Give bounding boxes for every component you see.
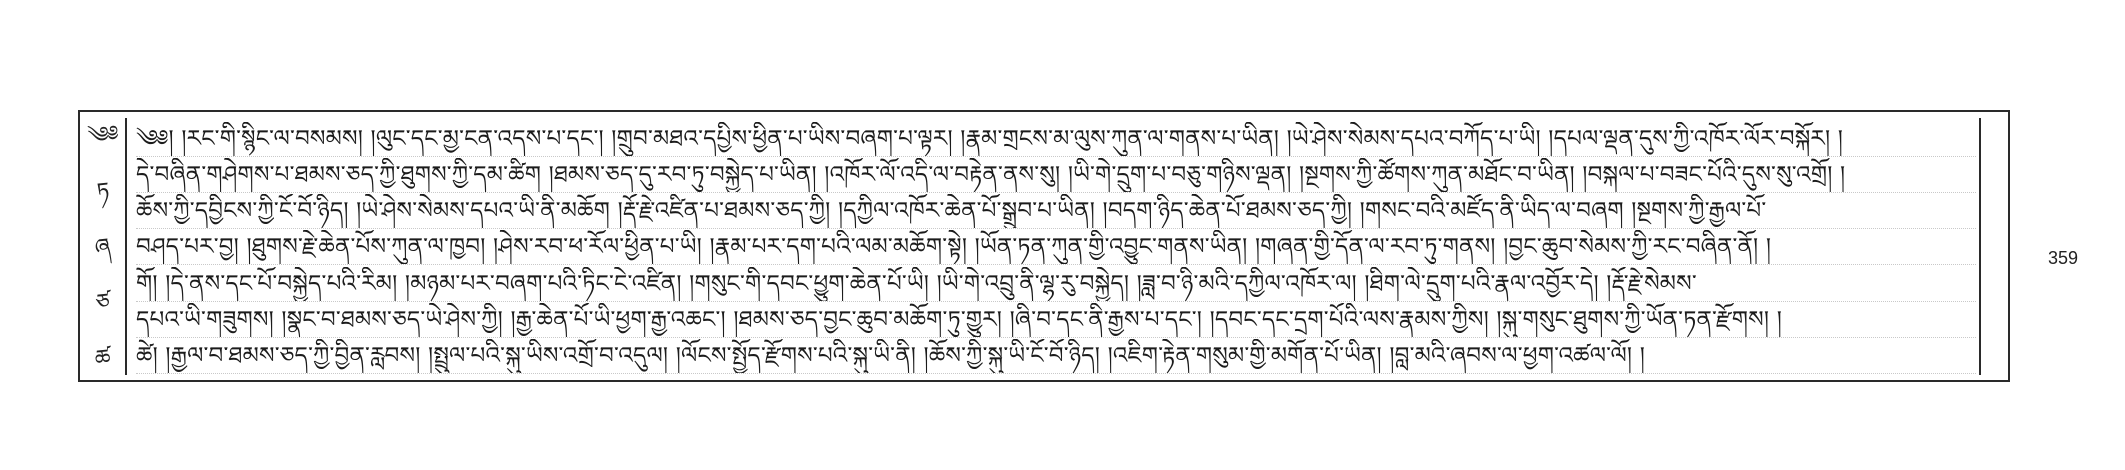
text-line: ༄༅། །རང་གི་སྙིང་ལ་བསམས། །ལུང་དང་མྱ་ངན་འདས་པ་དང་། །གྲུབ་མཐའ་དཔྱིས་ཕྱིན་པ་ཡིས་བཞག་པ་ལྟར། །རྣམ་གྲངས་མ་ལུས་ཀུན་ལ་གནས་པ་ཡིན། །ཡེ་ཤེས་སེམས་དཔའ་བཀོད་པ་ཡི། །དཔལ་ལྡན་དུས་ཀྱི་འཁོར་ལོར་བསྐོར། ། (136, 122, 1976, 157)
text-line: བཤད་པར་བྱ། །ཐུགས་རྗེ་ཆེན་པོས་ཀུན་ལ་ཁྱབ། །ཤེས་རབ་ཕ་རོལ་ཕྱིན་པ་ཡི། །རྣམ་པར་དག་པའི་ལམ་མཆོག་སྟེ། །ཡོན་ཏན་ཀུན་གྱི་འབྱུང་གནས་ཡིན། །གཞན་གྱི་དོན་ལ་རབ་ཏུ་གནས། །བྱང་ཆུབ་སེམས་ཀྱི་རང་བཞིན་ནོ། ། (136, 230, 1976, 265)
page-number: 359 (2048, 248, 2079, 268)
text-line: ཚེ། །རྒྱལ་བ་ཐམས་ཅད་ཀྱི་བྱིན་རླབས། །སྤྲུལ་པའི་སྐུ་ཡིས་འགྲོ་བ་འདུལ། །ལོངས་སྤྱོད་རྫོགས་པའི་སྐུ་ཡི་ནི། །ཆོས་ཀྱི་སྐུ་ཡི་ངོ་བོ་ཉིད། །འཇིག་རྟེན་གསུམ་གྱི་མགོན་པོ་ཡིན། །བླ་མའི་ཞབས་ལ་ཕྱག་འཚལ་ལོ། ། (136, 339, 1976, 374)
text-line: དཔའ་ཡི་གཟུགས། །སྣང་བ་ཐམས་ཅད་ཡེ་ཤེས་ཀྱི། །རྒྱ་ཆེན་པོ་ཡི་ཕྱག་རྒྱ་འཆང་། །ཐམས་ཅད་བྱང་ཆུབ་མཆོག་ཏུ་གྱུར། །ཞི་བ་དང་ནི་རྒྱས་པ་དང་། །དབང་དང་དྲག་པོའི་ལས་རྣམས་ཀྱིས། །སྐུ་གསུང་ཐུགས་ཀྱི་ཡོན་ཏན་རྫོགས། ། (136, 303, 1976, 338)
margin-glyph: ཏ (95, 178, 111, 205)
margin-glyph: ཚ (93, 345, 113, 372)
text-line: ཆོས་ཀྱི་དབྱིངས་ཀྱི་ངོ་བོ་ཉིད། །ཡེ་ཤེས་སེམས་དཔའ་ཡི་ནི་མཆོག །རྡོ་རྗེ་འཛིན་པ་ཐམས་ཅད་ཀྱི། །དཀྱིལ་འཁོར་ཆེན་པོ་སྒྲུབ་པ་ཡིན། །བདག་ཉིད་ཆེན་པོ་ཐམས་ཅད་ཀྱི། །གསང་བའི་མཛོད་ནི་ཡིད་ལ་བཞག །སྔགས་ཀྱི་རྒྱལ་པོ་ (136, 194, 1976, 229)
margin-glyph: ཙ (94, 289, 112, 316)
folio-margin-label (84, 121, 122, 372)
margin-glyph: ཞ (93, 233, 112, 261)
text-line: གོ། །དེ་ནས་དང་པོ་བསྐྱེད་པའི་རིམ། །མཉམ་པར་བཞག་པའི་ཏིང་ངེ་འཛིན། །གསུང་གི་དབང་ཕྱུག་ཆེན་པོ་ཡི། །ཡི་གེ་འབྲུ་ནི་ལྷ་རུ་བསྐྱེད། །ཟླ་བ་ཉི་མའི་དཀྱིལ་འཁོར་ལ། །ཐིག་ལེ་དྲུག་པའི་རྣལ་འབྱོར་དེ། །རྡོ་རྗེ་སེམས་ (136, 267, 1976, 302)
text-line: དེ་བཞིན་གཤེགས་པ་ཐམས་ཅད་ཀྱི་ཐུགས་ཀྱི་དམ་ཚིག །ཐམས་ཅད་དུ་རབ་ཏུ་བསྐྱེད་པ་ཡིན། །འཁོར་ལོ་འདི་ལ་བརྟེན་ནས་སུ། །ཡི་གེ་དྲུག་པ་བཅུ་གཉིས་ལྡན། །སྔགས་ཀྱི་ཚོགས་ཀུན་མཐོང་བ་ཡིན། །བསྐལ་པ་བཟང་པོའི་དུས་སུ་འགྲོ། ། (136, 158, 1976, 193)
tibetan-text-block (136, 122, 1976, 374)
margin-glyph: ༄༅ (86, 121, 120, 150)
